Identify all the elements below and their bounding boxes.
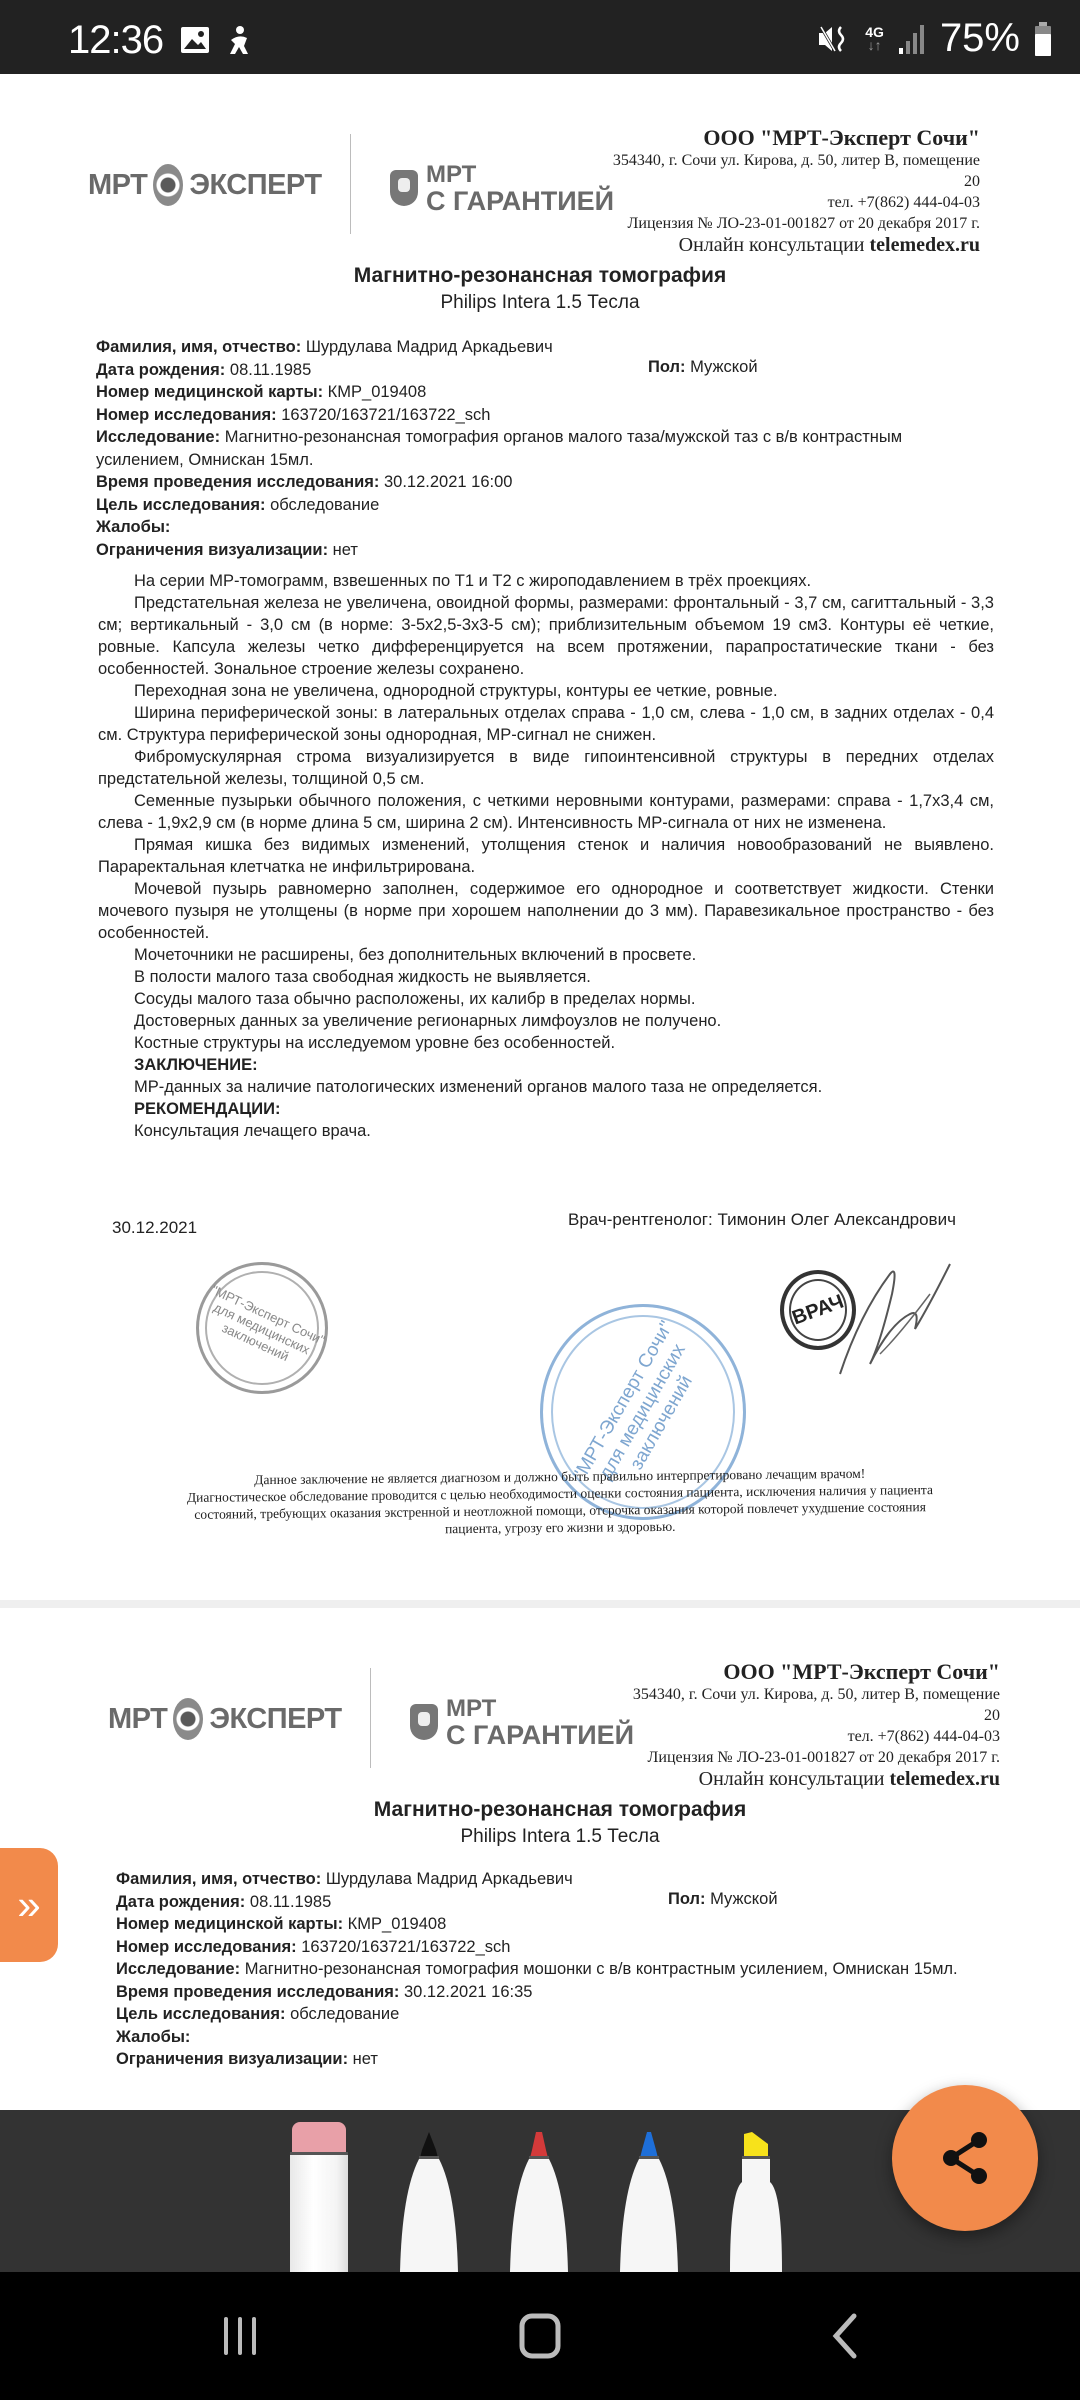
field-dob [116,1891,986,1914]
stamp-text: "МРТ-Эксперт Сочи" для медицинских заключений [209,1281,328,1364]
shield-icon [410,1704,438,1740]
recommendations-heading: РЕКОМЕНДАЦИИ: [134,1100,281,1118]
eraser-icon [292,2122,346,2152]
stamp-text: "МРТ-Эксперт Сочи" для медицинских заключений [569,1317,697,1484]
paragraph: На серии МР-томограмм, взвешенных по Т1 и Т2 с жироподавлением в трёх проекциях. [134,572,812,590]
field-value: 08.11.1985 [229,360,312,379]
company-address: 354340, г. Сочи ул. Кирова, д. 50, литер В, помещение [632,1686,1000,1703]
network-4g-icon: 4G ↓↑ [865,23,884,53]
field-value: Мужской [710,1890,778,1908]
logo2-line2: С ГАРАНТИЕЙ [446,1720,635,1750]
back-icon [830,2313,860,2359]
field-time [96,471,966,494]
paragraph: Ширина периферической зоны: в латеральных отделах справа - 1,0 см, слева - 1,0 см, в задних отделах - 0,4 см. Структура периферической зоны однородная, МР-сигнал не снижен. [98,704,994,744]
company-name: ООО "МРТ-Эксперт Сочи" [723,1659,1000,1684]
field-label: Ограничения визуализации: [96,540,329,559]
disclaimer-line: Данное заключение не является диагнозом и должно быть правильно интерпретировано лечащим врачом! [254,1465,866,1488]
share-icon [939,2130,991,2186]
field-value: обследование [290,2005,400,2023]
conclusion-heading: ЗАКЛЮЧЕНИЕ: [134,1056,258,1074]
eraser-tool[interactable] [290,2122,348,2272]
field-limits [116,2048,986,2071]
home-button[interactable] [515,2312,565,2360]
field-purpose [96,494,966,517]
signal-icon [898,24,926,54]
company-address-2: 20 [964,173,980,190]
finding-line: В полости малого таза свободная жидкость не выявляется. [134,968,591,986]
company-license: Лицензия № ЛО-23-01-001827 от 20 декабря 2017 г. [627,215,980,232]
field-label: Исследование: [96,428,221,446]
logo2-line1: МРТ [426,161,477,188]
field-label: Цель исследования: [116,2005,286,2023]
company-info [613,126,980,256]
company-address: 354340, г. Сочи ул. Кирова, д. 50, литер В, помещение [612,152,980,169]
header-divider [350,134,351,234]
paragraph: Фибромускулярная строма визуализируется в виде гипоинтенсивной структуры в передних отделах предстательной железы, толщиной 0,5 см. [98,748,994,788]
paragraph: Семенные пузырьки обычного положения, с четкими неровными контурами, размерами: справа - 1,7х3,4 см, слева - 1,9х2,9 см (в норме длина 5 см, ширина 2 см). Интенсивность МР-сигнала от них не изменена. [98,792,994,832]
field-time [116,1981,986,2004]
page-separator [0,1600,1080,1608]
black-pen-icon [400,2132,458,2272]
online-label: Онлайн консультации [678,234,865,256]
double-chevron-right-icon: » [17,1881,41,1928]
black-pen-tool[interactable] [400,2132,458,2272]
field-label: Номер исследования: [96,405,277,424]
field-study [116,1958,986,1981]
share-button[interactable] [892,2085,1038,2231]
gallery-icon [180,26,210,54]
online-site: telemedex.ru [869,234,980,256]
logo-text-expert: ЭКСПЕРТ [189,168,322,201]
company-phone: тел. +7(862) 444-04-03 [847,1728,1000,1745]
red-pen-icon [510,2132,568,2272]
shield-icon [390,170,418,206]
status-right [817,16,1052,61]
field-value: 08.11.1985 [249,1892,332,1911]
logo-text-expert: ЭКСПЕРТ [209,1702,342,1735]
status-bar [0,0,1080,74]
field-card [96,381,966,404]
company-name: ООО "МРТ-Эксперт Сочи" [703,125,980,150]
logo-disc-icon [153,164,183,206]
blue-pen-icon [620,2132,678,2272]
mrt-expert-logo [88,164,322,206]
field-label: Фамилия, имя, отчество: [96,338,302,356]
field-label: Фамилия, имя, отчество: [116,1870,322,1888]
highlighter-icon [730,2132,788,2272]
header-divider [370,1668,371,1768]
field-sex [668,1890,778,1909]
field-value: КМР_019408 [327,383,427,401]
field-purpose [116,2003,986,2026]
company-online [613,234,980,256]
doctor-signature-line: Врач-рентгенолог: Тимонин Олег Александрович [568,1210,956,1229]
online-label: Онлайн консультации [698,1768,885,1790]
battery-percent: 75% [939,16,1020,60]
side-panel-handle[interactable] [0,1848,58,1962]
finding-line: Костные структуры на исследуемом уровне без особенностей. [134,1034,616,1052]
patient-fields [116,1868,986,2071]
field-label: Номер медицинской карты: [96,383,324,401]
logo-disc-icon [173,1698,203,1740]
status-time: 12:36 [68,18,164,62]
field-label: Дата рождения: [96,360,226,379]
field-dob [96,359,966,382]
online-site: telemedex.ru [889,1768,1000,1790]
field-value: нет [332,540,358,559]
logo2-line1: МРТ [446,1695,497,1722]
field-value: нет [352,2050,378,2068]
field-value: Мужской [690,358,758,376]
report-date: 30.12.2021 [112,1218,198,1237]
vibrate-mute-icon [817,23,851,55]
company-online [633,1768,1000,1790]
company-address-2: 20 [984,1707,1000,1724]
field-label: Исследование: [116,1960,241,1978]
disclaimer-line: состояний, требующих оказания экстренной и неотложной помощи, отсрочка оказания которой повлечет ухудшение состояния [194,1499,926,1522]
field-label: Номер медицинской карты: [116,1915,344,1933]
field-limits [96,539,966,562]
mrt-guarantee-logo [410,1696,634,1748]
field-value: Шурдулава Мадрид Аркадьевич [325,1870,573,1888]
logo2-line2: С ГАРАНТИЕЙ [426,186,615,216]
field-label: Пол: [648,358,686,376]
disclaimer [120,1463,1001,1540]
field-value: обследование [270,495,380,514]
report-subtitle: Philips Intera 1.5 Тесла [460,1826,660,1847]
field-value: Шурдулава Мадрид Аркадьевич [305,338,553,356]
patient-fields [96,336,966,561]
recommendations-text: Консультация лечащего врача. [134,1122,371,1140]
paragraph: Мочевой пузырь равномерно заполнен, содержимое его однородное и соответствует жидкости. Стенки мочевого пузыря не утолщены (в норме при хорошем наполнении до 3 мм). Паравезикальное пространство - без особенностей. [98,880,994,942]
paragraph: Переходная зона не увеличена, однородной структуры, контуры ее четкие, ровные. [134,682,778,700]
field-value: Магнитно-резонансная томография органов малого таза/мужской таз с в/в контрастным усилением, Омнискан 15мл. [96,428,903,469]
navigation-bar [0,2272,1080,2400]
battery-icon [1034,22,1052,56]
report-title: Магнитно-резонансная томография [373,1798,747,1821]
field-sex [648,358,758,377]
home-icon [518,2313,562,2359]
accessibility-icon [226,26,252,56]
conclusion-text: МР-данных за наличие патологических изменений органов малого таза не определяется. [134,1078,823,1096]
field-label: Дата рождения: [116,1892,246,1911]
report-subtitle: Philips Intera 1.5 Тесла [440,292,640,313]
field-value: Магнитно-резонансная томография мошонки с в/в контрастным усилением, Омнискан 15мл. [244,1960,958,1978]
field-value: КМР_019408 [347,1915,447,1933]
finding-line: Достоверных данных за увеличение регионарных лимфоузлов не получено. [134,1012,722,1030]
mrt-guarantee-logo [390,162,614,214]
field-card [116,1913,986,1936]
field-label: Цель исследования: [96,495,266,514]
mrt-expert-logo [108,1698,342,1740]
field-complaints [96,516,966,539]
field-study-no [96,404,966,427]
report-body [98,570,994,1142]
company-license: Лицензия № ЛО-23-01-001827 от 20 декабря 2017 г. [647,1749,1000,1766]
field-value: 163720/163721/163722_sch [281,405,491,424]
field-value: 163720/163721/163722_sch [301,1937,511,1956]
field-study-no [116,1936,986,1959]
document-page-2 [0,1608,1080,2110]
paragraph: Предстательная железа не увеличена, овоидной формы, размерами: фронтальный - 3,7 см, сагиттальный - 3,3 см; вертикальный - 3,0 см (в норме: 3-5х2,5-3х3-5 см); приблизительным объемом 19 см3. Контуры её четкие, ровные. Капсула железы четко дифференцируется на всем протяжении, парапростатические ткани - без особенностей. Зональное строение железы сохранено. [98,594,994,678]
report-title: Магнитно-резонансная томография [353,264,727,287]
highlighter-tool[interactable] [730,2132,788,2272]
field-label: Жалобы: [96,518,171,536]
field-label: Номер исследования: [116,1937,297,1956]
field-label: Жалобы: [116,2027,191,2046]
company-info [633,1660,1000,1790]
back-button[interactable] [820,2312,870,2360]
organization-stamp-gray [196,1262,328,1394]
network-type: 4G [865,23,884,40]
field-value: 30.12.2021 16:35 [404,1982,533,2001]
document-page-1 [0,74,1080,1600]
recents-icon [220,2315,260,2357]
disclaimer-line: пациента, угрозу его жизни и здоровью. [444,1518,676,1537]
field-label: Ограничения визуализации: [116,2050,349,2068]
field-label: Время проведения исследования: [96,473,380,491]
signature-scribble [820,1254,960,1384]
disclaimer-line: Диагностическое обследование проводится с целью необходимости оценки состояния пациента, исключения наличия у пациента [186,1482,933,1505]
field-value: 30.12.2021 16:00 [384,473,513,491]
field-fio [116,1868,986,1891]
finding-line: Мочеточники не расширены, без дополнительных включений в просвете. [134,946,697,964]
finding-line: Сосуды малого таза обычно расположены, их калибр в пределах нормы. [134,990,696,1008]
paragraph: Прямая кишка без видимых изменений, утолщения стенок и наличия новообразований не выявлено. Параректальная клетчатка не инфильтрирована. [98,836,994,876]
logo-text-mrt: МРТ [108,1702,168,1735]
logo-text-mrt: МРТ [88,168,148,201]
field-fio [96,336,966,359]
field-study [96,426,966,471]
company-phone: тел. +7(862) 444-04-03 [827,194,980,211]
field-complaints [116,2026,986,2049]
field-label: Время проведения исследования: [116,1982,400,2001]
recents-button[interactable] [215,2312,265,2360]
field-label: Пол: [668,1890,706,1908]
blue-pen-tool[interactable] [620,2132,678,2272]
red-pen-tool[interactable] [510,2132,568,2272]
stamp-text: ВРАЧ [789,1290,847,1329]
